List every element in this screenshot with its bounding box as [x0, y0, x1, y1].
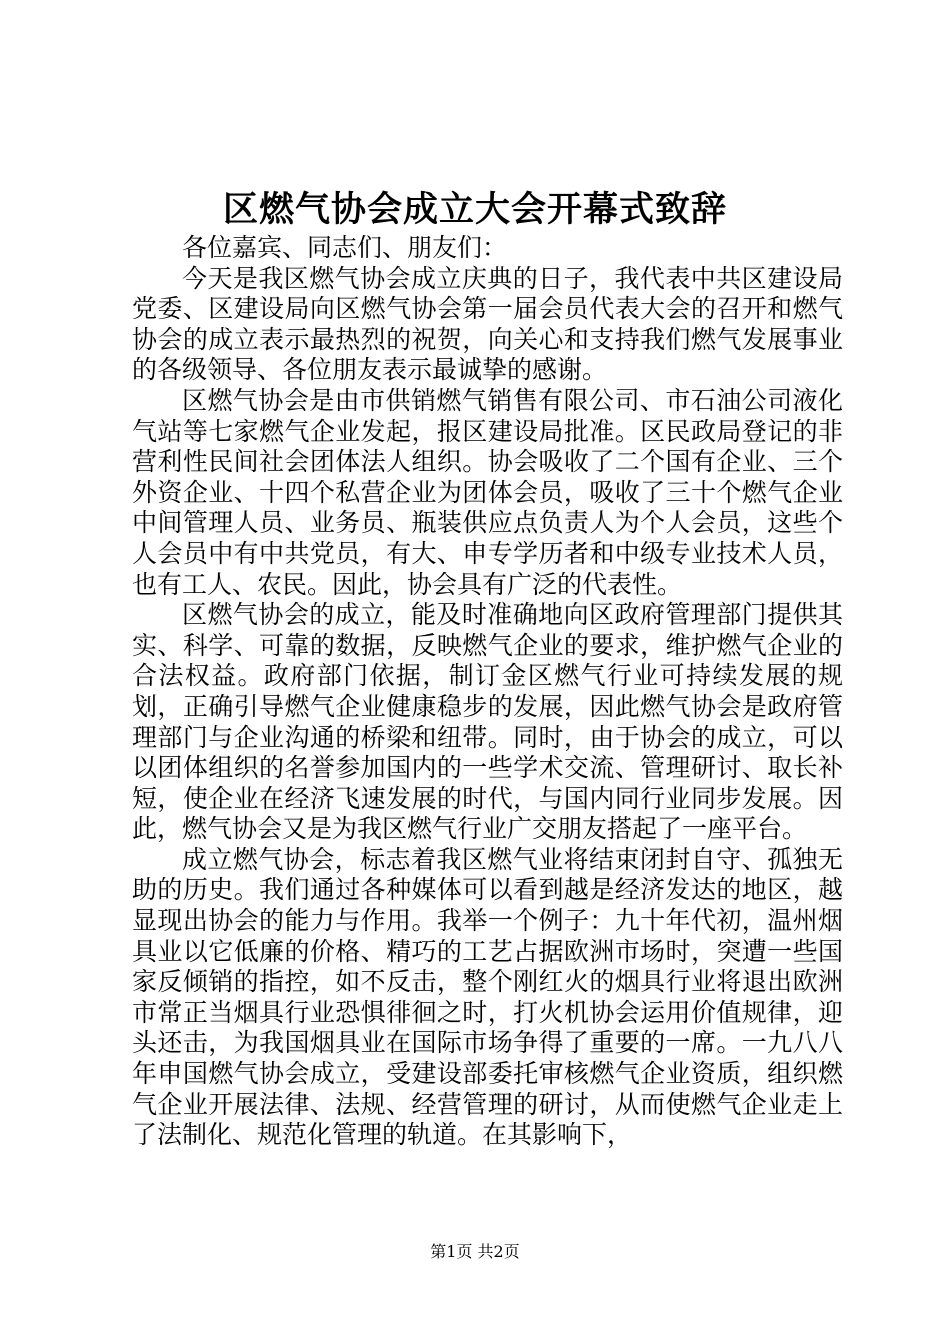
paragraph-3: 区燃气协会的成立，能及时准确地向区政府管理部门提供其实、科学、可靠的数据，反映燃气企业的要求，维护燃气企业的合法权益。政府部门依据，制订金区燃气行业可持续发展的规划，正确引导燃气企业健康稳步的发展，因此燃气协会是政府管理部门与企业沟通的桥梁和纽带。同时，由于协会的成立，可以以团体组织的名誉参加国内的一些学术交流、管理研讨、取长补短，使企业在经济飞速发展的时代，与国内同行业同步发展。因此，燃气协会又是为我区燃气行业广交朋友搭起了一座平台。 — [132, 600, 843, 844]
page-footer: 第1页 共2页 — [430, 1242, 520, 1261]
paragraph-2: 区燃气协会是由市供销燃气销售有限公司、市石油公司液化气站等七家燃气企业发起，报区建设局批准。区民政局登记的非营利性民间社会团体法人组织。协会吸收了二个国有企业、三个外资企业、十四个私营企业为团体会员，吸收了三十个燃气企业中间管理人员、业务员、瓶装供应点负责人为个人会员，这些个人会员中有中共党员，有大、申专学历者和中级专业技术人员，也有工人、农民。因此，协会具有广泛的代表性。 — [132, 385, 843, 599]
page-title: 区燃气协会成立大会开幕式致辞 — [222, 189, 727, 230]
document-body — [132, 233, 843, 1151]
salutation: 各位嘉宾、同志们、朋友们： — [182, 233, 508, 262]
paragraph-1: 今天是我区燃气协会成立庆典的日子，我代表中共区建设局党委、区建设局向区燃气协会第一届会员代表大会的召开和燃气协会的成立表示最热烈的祝贺，向关心和支持我们燃气发展事业的各级领导、各位朋友表示最诚挚的感谢。 — [132, 263, 843, 385]
paragraph-4: 成立燃气协会，标志着我区燃气业将结束闭封自守、孤独无助的历史。我们通过各种媒体可以看到越是经济发达的地区，越显现出协会的能力与作用。我举一个例子：九十年代初，温州烟具业以它低廉的价格、精巧的工艺占据欧洲市场时，突遭一些国家反倾销的指控，如不反击，整个刚红火的烟具行业将退出欧洲市常正当烟具行业恐惧徘徊之时，打火机协会运用价值规律，迎头还击，为我国烟具业在国际市场争得了重要的一席。一九八八年申国燃气协会成立，受建设部委托审核燃气企业资质，组织燃气企业开展法律、法规、经营管理的研讨，从而使燃气企业走上了法制化、规范化管理的轨道。在其影响下， — [132, 844, 843, 1150]
